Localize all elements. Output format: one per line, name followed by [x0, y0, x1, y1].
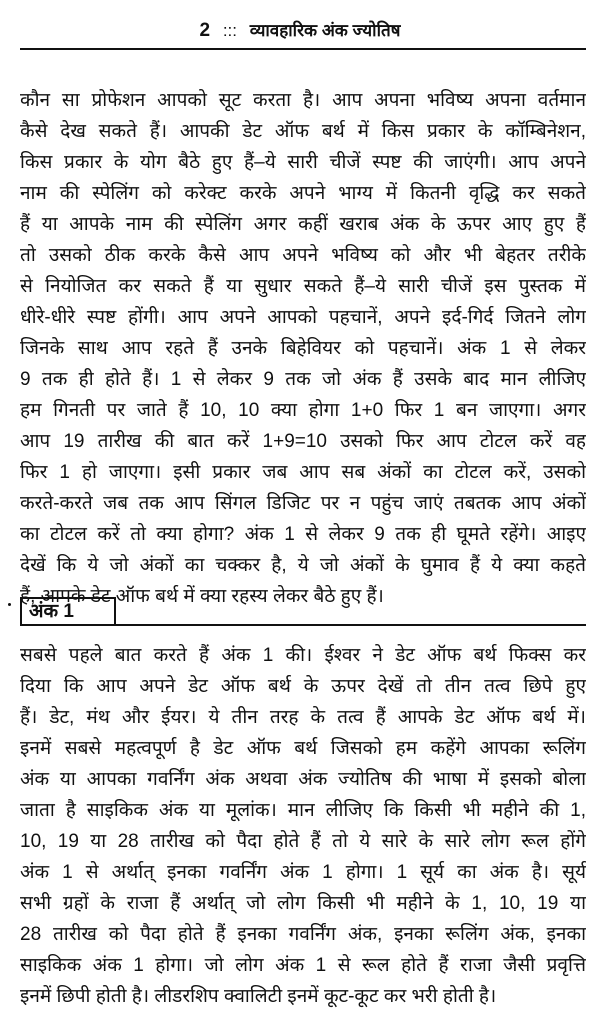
section-heading: अंक 1 — [20, 597, 116, 625]
text-line: 28 तारीख को पैदा होते हैं इनका गवर्निंग अंक, इनका रूलिंग अंक, इनका — [20, 924, 586, 945]
text-line: सभी ग्रहों के राजा हैं अर्थात् जो लोग किसी भी महीने के 1, 10, 19 या — [20, 893, 586, 914]
text-line: कौन सा प्रोफेशन आपको सूट करता है। आप अपना भविष्य अपना वर्तमान — [20, 90, 586, 111]
text-line: तो उसको ठीक करके कैसे आप अपने भविष्य को और भी बेहतर तरीके — [20, 245, 586, 266]
text-line: आप 19 तारीख की बात करें 1+9=10 उसको फिर आप टोटल करें वह — [20, 431, 586, 452]
text-line: अंक 1 से अर्थात् इनका गवर्निंग अंक 1 होगा। 1 सूर्य का अंक है। सूर्य — [20, 862, 586, 883]
book-title: व्यावहारिक अंक ज्योतिष — [249, 21, 401, 40]
text-line: करते-करते जब तक आप सिंगल डिजिट पर न पहुंच जाएं तबतक आप अंकों — [20, 493, 586, 514]
text-line: हैं, आपके डेट ऑफ बर्थ में क्या रहस्य लेकर बैठे हुए हैं। — [20, 586, 384, 607]
text-line: देखें कि ये जो अंकों का चक्कर है, ये जो अंकों के घुमाव हैं ये क्या कहते — [20, 555, 586, 576]
text-line: सबसे पहले बात करते हैं अंक 1 की। ईश्वर ने डेट ऑफ बर्थ फिक्स कर — [20, 645, 586, 666]
header-rule — [20, 48, 586, 50]
text-line: दिया कि आप अपने डेट ऑफ बर्थ के ऊपर देखें तो तीन तत्व छिपे हुए — [20, 676, 586, 697]
text-line: 9 तक ही होते हैं। 1 से लेकर 9 तक जो अंक हैं उसके बाद मान लीजिए — [20, 369, 586, 390]
text-line: फिर 1 हो जाएगा। इसी प्रकार जब आप सब अंकों का टोटल करें, उसको — [20, 462, 586, 483]
text-line: जिनके साथ आप रहते हैं उनके बिहेवियर को पहचानें। अंक 1 से लेकर — [20, 338, 586, 359]
header-separator: ::: — [222, 21, 237, 40]
paragraph-ank-1 — [20, 640, 586, 1012]
paragraph-intro — [20, 85, 586, 612]
text-line: इनमें सबसे महत्वपूर्ण है डेट ऑफ बर्थ जिसको हम कहेंगे आपका रूलिंग — [20, 738, 586, 759]
text-line: इनमें छिपी होती है। लीडरशिप क्वालिटी इनमें कूट-कूट कर भरी होती है। — [20, 986, 497, 1007]
text-line: हैं। डेट, मंथ और ईयर। ये तीन तरह के तत्व हैं आपके डेट ऑफ बर्थ में। — [20, 707, 586, 728]
text-line: का टोटल करें तो क्या होगा? अंक 1 से लेकर 9 तक ही घूमते रहेंगे। आइए — [20, 524, 586, 545]
text-line: नाम की स्पेलिंग को करेक्ट करके अपने भाग्य में कितनी वृद्धि कर सकते — [20, 183, 586, 204]
text-line: धीरे-धीरे स्पष्ट होंगी। आप अपने आपको पहचानें, अपने इर्द-गिर्द जितने लोग — [20, 307, 586, 328]
text-line: कैसे देख सकते हैं। आपकी डेट ऑफ बर्थ में किस प्रकार के कॉम्बिनेशन, — [20, 121, 586, 142]
print-speck — [8, 603, 11, 606]
running-header — [0, 18, 600, 42]
text-line: साइकिक अंक 1 होगा। जो लोग अंक 1 से रूल होते हैं राजा जैसी प्रवृत्ति — [20, 955, 586, 976]
section-rule — [20, 624, 586, 626]
text-line: 10, 19 या 28 तारीख को पैदा होते हैं तो ये सारे के सारे लोग रूल होंगे — [20, 831, 586, 852]
page-number: 2 — [199, 20, 211, 41]
text-line: जाता है साइकिक अंक या मूलांक। मान लीजिए कि किसी भी महीने की 1, — [20, 800, 586, 821]
text-line: हम गिनती पर जाते हैं 10, 10 क्या होगा 1+0 फिर 1 बन जाएगा। अगर — [20, 400, 586, 421]
text-line: से नियोजित कर सकते हैं या सुधार सकते हैं–ये सारी चीजें इस पुस्तक में — [20, 276, 586, 297]
text-line: अंक या आपका गवर्निंग अंक अथवा अंक ज्योतिष की भाषा में इसको बोला — [20, 769, 586, 790]
text-line: किस प्रकार के योग बैठे हुए हैं–ये सारी चीजें स्पष्ट की जाएंगी। आप अपने — [20, 152, 586, 173]
text-line: हैं या आपके नाम की स्पेलिंग अगर कहीं खराब अंक के ऊपर आए हुए हैं — [20, 214, 586, 235]
